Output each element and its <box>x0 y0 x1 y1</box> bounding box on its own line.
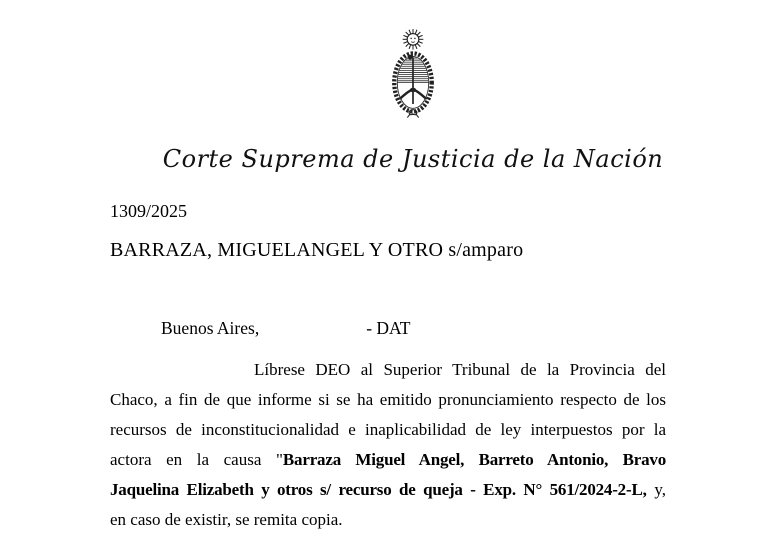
dateline <box>110 318 666 339</box>
order-paragraph <box>110 355 666 535</box>
text-segment: Chaco, a fin de que informe si se ha emitido pronunciamiento respecto de los <box>110 390 666 409</box>
document-content <box>110 201 666 535</box>
paragraph-line <box>110 355 666 385</box>
document-header <box>25 0 776 173</box>
text-segment: recursos de inconstitucionalidad e inaplicabilidad de ley interpuestos por la <box>110 420 666 439</box>
paragraph-line <box>110 445 666 475</box>
text-segment: Líbrese DEO al Superior Tribunal de la Provincia del <box>254 360 666 379</box>
case-caption: BARRAZA, MIGUELANGEL Y OTRO s/amparo <box>110 239 524 261</box>
paragraph-line <box>110 505 666 535</box>
institution-title: Corte Suprema de Justicia de la Nación <box>162 145 664 173</box>
case-number: 1309/2025 <box>110 201 188 221</box>
dateline-city: Buenos Aires, <box>161 318 260 338</box>
text-segment: en caso de existir, se remita copia. <box>110 510 343 529</box>
dateline-date-code: - DAT <box>366 318 411 338</box>
text-segment: y, <box>646 480 666 499</box>
paragraph-line <box>110 415 666 445</box>
text-segment: actora en la causa " <box>110 450 283 469</box>
paragraph-line <box>110 385 666 415</box>
bold-text-segment: Jaquelina Elizabeth y otros s/ recurso de queja - Exp. N° 561/2024-2-L, <box>110 480 647 499</box>
bold-text-segment: Barraza Miguel Angel, Barreto Antonio, Bravo <box>282 450 666 469</box>
argentina-coat-of-arms-icon <box>383 28 443 120</box>
paragraph-line <box>110 475 666 505</box>
